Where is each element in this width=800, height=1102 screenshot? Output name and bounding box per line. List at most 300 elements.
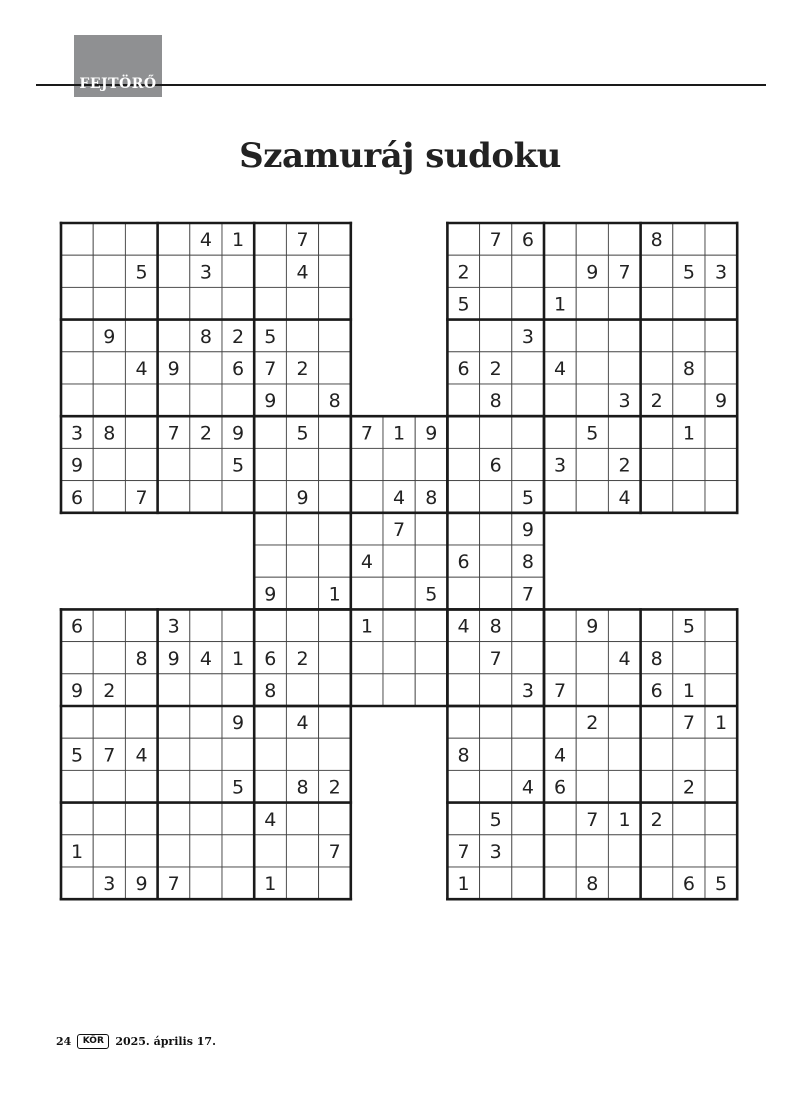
sudoku-cell[interactable] (383, 674, 415, 706)
sudoku-cell[interactable] (576, 481, 608, 513)
sudoku-cell[interactable] (61, 223, 93, 255)
sudoku-cell[interactable] (705, 287, 737, 319)
sudoku-cell[interactable] (319, 255, 351, 287)
sudoku-cell[interactable] (608, 674, 640, 706)
sudoku-cell[interactable] (705, 642, 737, 674)
given-digit: 8 (457, 744, 470, 767)
given-digit: 6 (682, 873, 695, 896)
sudoku-cell[interactable] (254, 609, 286, 641)
sudoku-cell[interactable] (673, 448, 705, 480)
sudoku-cell[interactable] (125, 803, 157, 835)
sudoku-cell[interactable] (222, 674, 254, 706)
given-digit: 7 (521, 583, 534, 606)
given-digit: 7 (682, 712, 695, 735)
sudoku-cell[interactable] (190, 738, 222, 770)
sudoku-cell[interactable] (61, 352, 93, 384)
sudoku-cell[interactable] (641, 448, 673, 480)
sudoku-cell[interactable] (447, 223, 479, 255)
sudoku-cell[interactable] (93, 706, 125, 738)
given-digit: 6 (650, 679, 663, 702)
sudoku-cell[interactable] (641, 706, 673, 738)
given-digit: 4 (296, 712, 309, 735)
sudoku-cell[interactable] (286, 448, 318, 480)
sudoku-cell[interactable] (222, 835, 254, 867)
sudoku-cell[interactable] (319, 320, 351, 352)
sudoku-cell[interactable] (705, 416, 737, 448)
sudoku-cell[interactable] (641, 609, 673, 641)
sudoku-cell[interactable] (319, 674, 351, 706)
sudoku-cell[interactable] (544, 642, 576, 674)
sudoku-cell[interactable] (158, 320, 190, 352)
sudoku-cell[interactable] (125, 384, 157, 416)
given-digit: 3 (71, 422, 84, 445)
sudoku-cell[interactable] (608, 416, 640, 448)
given-digit: 8 (521, 551, 534, 574)
given-digit: 9 (135, 873, 148, 896)
sudoku-cell[interactable] (319, 448, 351, 480)
given-digit: 9 (71, 679, 84, 702)
sudoku-cell[interactable] (447, 448, 479, 480)
given-digit: 4 (296, 261, 309, 284)
sudoku-cell[interactable] (544, 867, 576, 899)
sudoku-cell[interactable] (93, 287, 125, 319)
sudoku-cell[interactable] (576, 448, 608, 480)
sudoku-cell[interactable] (351, 448, 383, 480)
sudoku-cell[interactable] (383, 609, 415, 641)
sudoku-cell[interactable] (673, 803, 705, 835)
sudoku-cell[interactable] (158, 481, 190, 513)
sudoku-cell[interactable] (576, 674, 608, 706)
given-digit: 3 (618, 390, 631, 413)
given-digit: 7 (264, 357, 277, 380)
sudoku-cell[interactable] (125, 416, 157, 448)
sudoku-cell[interactable] (705, 835, 737, 867)
sudoku-cell[interactable] (480, 287, 512, 319)
sudoku-cell[interactable] (319, 609, 351, 641)
given-digit: 8 (650, 229, 663, 252)
sudoku-cell[interactable] (319, 513, 351, 545)
given-digit: 3 (521, 679, 534, 702)
sudoku-cell[interactable] (673, 384, 705, 416)
sudoku-cell[interactable] (576, 352, 608, 384)
given-digit: 9 (586, 261, 599, 284)
sudoku-cell[interactable] (190, 609, 222, 641)
sudoku-cell[interactable] (641, 320, 673, 352)
given-digit: 5 (296, 422, 309, 445)
sudoku-cell[interactable] (93, 481, 125, 513)
given-digit: 1 (232, 647, 245, 670)
sudoku-cell[interactable] (608, 706, 640, 738)
sudoku-cell[interactable] (286, 384, 318, 416)
sudoku-cell[interactable] (61, 320, 93, 352)
sudoku-cell[interactable] (286, 738, 318, 770)
sudoku-cell[interactable] (286, 674, 318, 706)
given-digit: 2 (489, 357, 502, 380)
sudoku-cell[interactable] (125, 287, 157, 319)
sudoku-cell[interactable] (641, 287, 673, 319)
sudoku-cell[interactable] (61, 287, 93, 319)
sudoku-cell[interactable] (512, 384, 544, 416)
given-digit: 7 (554, 679, 567, 702)
sudoku-cell[interactable] (641, 481, 673, 513)
sudoku-cell[interactable] (480, 255, 512, 287)
sudoku-cell[interactable] (480, 545, 512, 577)
given-digit: 3 (103, 873, 116, 896)
sudoku-cell[interactable] (254, 287, 286, 319)
sudoku-cell[interactable] (158, 770, 190, 802)
sudoku-cell[interactable] (190, 706, 222, 738)
sudoku-cell[interactable] (641, 738, 673, 770)
sudoku-cell[interactable] (512, 448, 544, 480)
sudoku-cell[interactable] (222, 384, 254, 416)
sudoku-cell[interactable] (254, 223, 286, 255)
sudoku-cell[interactable] (319, 223, 351, 255)
sudoku-cell[interactable] (190, 835, 222, 867)
sudoku-cell[interactable] (61, 706, 93, 738)
sudoku-cell[interactable] (415, 609, 447, 641)
given-digit: 5 (425, 583, 438, 606)
sudoku-cell[interactable] (512, 416, 544, 448)
given-digit: 3 (554, 454, 567, 477)
sudoku-cell[interactable] (641, 867, 673, 899)
sudoku-cell[interactable] (544, 803, 576, 835)
given-digit: 7 (135, 486, 148, 509)
given-digit: 2 (328, 776, 341, 799)
sudoku-cell[interactable] (447, 513, 479, 545)
sudoku-cell[interactable] (512, 287, 544, 319)
sudoku-cell[interactable] (222, 867, 254, 899)
sudoku-cell[interactable] (480, 738, 512, 770)
sudoku-cell[interactable] (125, 770, 157, 802)
sudoku-cell[interactable] (286, 320, 318, 352)
sudoku-cell[interactable] (286, 287, 318, 319)
sudoku-cell[interactable] (673, 642, 705, 674)
sudoku-cell[interactable] (254, 545, 286, 577)
sudoku-cell[interactable] (158, 706, 190, 738)
sudoku-cell[interactable] (254, 770, 286, 802)
sudoku-cell[interactable] (319, 738, 351, 770)
sudoku-cell[interactable] (705, 481, 737, 513)
sudoku-cell[interactable] (61, 770, 93, 802)
sudoku-cell[interactable] (158, 738, 190, 770)
given-digit: 5 (489, 808, 502, 831)
sudoku-cell[interactable] (222, 287, 254, 319)
sudoku-cell[interactable] (93, 255, 125, 287)
given-digit: 2 (682, 776, 695, 799)
sudoku-cell[interactable] (705, 448, 737, 480)
sudoku-cell[interactable] (705, 320, 737, 352)
sudoku-cell[interactable] (480, 674, 512, 706)
sudoku-cell[interactable] (222, 255, 254, 287)
sudoku-cell[interactable] (673, 223, 705, 255)
sudoku-cell[interactable] (480, 416, 512, 448)
sudoku-cell[interactable] (125, 706, 157, 738)
sudoku-cell[interactable] (286, 867, 318, 899)
sudoku-cell[interactable] (158, 674, 190, 706)
sudoku-cell[interactable] (158, 384, 190, 416)
sudoku-cell[interactable] (351, 674, 383, 706)
sudoku-cell[interactable] (576, 320, 608, 352)
sudoku-cell[interactable] (447, 384, 479, 416)
sudoku-cell[interactable] (351, 513, 383, 545)
sudoku-cell[interactable] (286, 609, 318, 641)
sudoku-cell[interactable] (61, 642, 93, 674)
given-digit: 7 (167, 422, 180, 445)
given-digit: 9 (425, 422, 438, 445)
sudoku-cell[interactable] (641, 352, 673, 384)
sudoku-cell[interactable] (576, 738, 608, 770)
sudoku-cell[interactable] (254, 416, 286, 448)
sudoku-cell[interactable] (125, 320, 157, 352)
page-number: 24 (56, 1034, 72, 1048)
sudoku-cell[interactable] (125, 223, 157, 255)
sudoku-cell[interactable] (415, 448, 447, 480)
given-digit: 8 (489, 390, 502, 413)
sudoku-cell[interactable] (222, 738, 254, 770)
sudoku-cell[interactable] (383, 545, 415, 577)
sudoku-cell[interactable] (61, 384, 93, 416)
sudoku-cell[interactable] (190, 803, 222, 835)
given-digit: 5 (264, 325, 277, 348)
sudoku-cell[interactable] (93, 770, 125, 802)
given-digit: 9 (103, 325, 116, 348)
sudoku-cell[interactable] (415, 642, 447, 674)
sudoku-cell[interactable] (512, 738, 544, 770)
given-digit: 1 (682, 679, 695, 702)
sudoku-cell[interactable] (383, 642, 415, 674)
sudoku-cell[interactable] (641, 255, 673, 287)
sudoku-cell[interactable] (512, 706, 544, 738)
sudoku-cell[interactable] (351, 642, 383, 674)
sudoku-cell[interactable] (544, 706, 576, 738)
sudoku-cell[interactable] (158, 255, 190, 287)
sudoku-cell[interactable] (705, 674, 737, 706)
sudoku-cell[interactable] (576, 384, 608, 416)
sudoku-cell[interactable] (512, 835, 544, 867)
sudoku-cell[interactable] (705, 352, 737, 384)
sudoku-cell[interactable] (673, 738, 705, 770)
sudoku-cell[interactable] (544, 416, 576, 448)
sudoku-cell[interactable] (641, 770, 673, 802)
given-digit: 5 (521, 486, 534, 509)
sudoku-cell[interactable] (512, 255, 544, 287)
sudoku-cell[interactable] (158, 448, 190, 480)
sudoku-cell[interactable] (608, 770, 640, 802)
sudoku-cell[interactable] (254, 448, 286, 480)
sudoku-cell[interactable] (254, 513, 286, 545)
sudoku-cell[interactable] (158, 223, 190, 255)
sudoku-cell[interactable] (480, 513, 512, 545)
given-digit: 3 (715, 261, 728, 284)
sudoku-cell[interactable] (544, 609, 576, 641)
sudoku-cell[interactable] (125, 448, 157, 480)
sudoku-cell[interactable] (447, 416, 479, 448)
sudoku-cell[interactable] (61, 255, 93, 287)
sudoku-cell[interactable] (158, 835, 190, 867)
sudoku-cell[interactable] (286, 577, 318, 609)
given-digit: 9 (521, 518, 534, 541)
sudoku-cell[interactable] (254, 738, 286, 770)
sudoku-cell[interactable] (190, 481, 222, 513)
sudoku-cell[interactable] (222, 803, 254, 835)
sudoku-cell[interactable] (512, 642, 544, 674)
given-digit: 6 (521, 229, 534, 252)
sudoku-cell[interactable] (158, 803, 190, 835)
sudoku-cell[interactable] (415, 674, 447, 706)
sudoku-cell[interactable] (254, 481, 286, 513)
sudoku-cell[interactable] (125, 674, 157, 706)
sudoku-cell[interactable] (447, 803, 479, 835)
sudoku-cell[interactable] (125, 609, 157, 641)
sudoku-cell[interactable] (222, 609, 254, 641)
sudoku-cell[interactable] (190, 287, 222, 319)
given-digit: 5 (71, 744, 84, 767)
sudoku-cell[interactable] (351, 577, 383, 609)
sudoku-cell[interactable] (319, 287, 351, 319)
section-label: FEJTÖRŐ (79, 76, 157, 92)
sudoku-cell[interactable] (544, 481, 576, 513)
sudoku-cell[interactable] (576, 770, 608, 802)
sudoku-cell[interactable] (673, 835, 705, 867)
sudoku-cell[interactable] (125, 835, 157, 867)
sudoku-cell[interactable] (93, 352, 125, 384)
sudoku-cell[interactable] (190, 448, 222, 480)
sudoku-cell[interactable] (415, 545, 447, 577)
given-digit: 7 (360, 422, 373, 445)
sudoku-cell[interactable] (480, 481, 512, 513)
given-digit: 4 (554, 744, 567, 767)
sudoku-cell[interactable] (319, 642, 351, 674)
sudoku-cell[interactable] (158, 287, 190, 319)
sudoku-cell[interactable] (576, 835, 608, 867)
sudoku-cell[interactable] (447, 674, 479, 706)
sudoku-cell[interactable] (190, 384, 222, 416)
sudoku-cell[interactable] (222, 481, 254, 513)
sudoku-cell[interactable] (319, 481, 351, 513)
sudoku-cell[interactable] (544, 320, 576, 352)
sudoku-cell[interactable] (447, 706, 479, 738)
sudoku-cell[interactable] (93, 803, 125, 835)
sudoku-cell[interactable] (319, 867, 351, 899)
sudoku-cell[interactable] (544, 384, 576, 416)
sudoku-cell[interactable] (608, 835, 640, 867)
sudoku-cell[interactable] (351, 481, 383, 513)
sudoku-cell[interactable] (705, 803, 737, 835)
sudoku-cell[interactable] (319, 352, 351, 384)
sudoku-cell[interactable] (93, 384, 125, 416)
sudoku-cell[interactable] (286, 803, 318, 835)
sudoku-cell[interactable] (544, 223, 576, 255)
sudoku-cell[interactable] (673, 320, 705, 352)
given-digit: 4 (135, 357, 148, 380)
sudoku-cell[interactable] (190, 352, 222, 384)
sudoku-cell[interactable] (447, 642, 479, 674)
sudoku-cell[interactable] (608, 287, 640, 319)
given-digit: 2 (650, 808, 663, 831)
sudoku-cell[interactable] (286, 835, 318, 867)
given-digit: 7 (586, 808, 599, 831)
sudoku-cell[interactable] (319, 545, 351, 577)
given-digit: 6 (554, 776, 567, 799)
sudoku-cell[interactable] (641, 416, 673, 448)
sudoku-cell[interactable] (93, 223, 125, 255)
sudoku-cell[interactable] (254, 706, 286, 738)
sudoku-cell[interactable] (576, 642, 608, 674)
sudoku-cell[interactable] (190, 867, 222, 899)
sudoku-cell[interactable] (705, 738, 737, 770)
issue-date: 2025. április 17. (115, 1034, 216, 1048)
given-digit: 9 (264, 583, 277, 606)
sudoku-cell[interactable] (93, 642, 125, 674)
sudoku-cell[interactable] (544, 255, 576, 287)
given-digit: 1 (682, 422, 695, 445)
sudoku-cell[interactable] (608, 609, 640, 641)
sudoku-cell[interactable] (93, 448, 125, 480)
sudoku-cell[interactable] (93, 835, 125, 867)
sudoku-cell[interactable] (512, 352, 544, 384)
sudoku-cell[interactable] (544, 835, 576, 867)
sudoku-cell[interactable] (576, 223, 608, 255)
sudoku-cell[interactable] (512, 867, 544, 899)
sudoku-cell[interactable] (705, 223, 737, 255)
sudoku-cell[interactable] (61, 867, 93, 899)
sudoku-cell[interactable] (608, 223, 640, 255)
sudoku-cell[interactable] (480, 577, 512, 609)
given-digit: 9 (167, 357, 180, 380)
sudoku-cell[interactable] (447, 481, 479, 513)
sudoku-cell[interactable] (383, 448, 415, 480)
given-digit: 8 (425, 486, 438, 509)
sudoku-cell[interactable] (608, 352, 640, 384)
sudoku-cell[interactable] (286, 545, 318, 577)
sudoku-cell[interactable] (319, 706, 351, 738)
sudoku-cell[interactable] (480, 320, 512, 352)
sudoku-cell[interactable] (512, 609, 544, 641)
sudoku-cell[interactable] (480, 770, 512, 802)
sudoku-cell[interactable] (705, 770, 737, 802)
sudoku-cell[interactable] (319, 416, 351, 448)
sudoku-cell[interactable] (447, 577, 479, 609)
sudoku-cell[interactable] (608, 320, 640, 352)
sudoku-cell[interactable] (190, 674, 222, 706)
sudoku-cell[interactable] (254, 835, 286, 867)
sudoku-cell[interactable] (190, 770, 222, 802)
sudoku-cell[interactable] (254, 255, 286, 287)
given-digit: 9 (232, 712, 245, 735)
sudoku-cell[interactable] (383, 577, 415, 609)
sudoku-cell[interactable] (480, 706, 512, 738)
sudoku-cell[interactable] (608, 738, 640, 770)
given-digit: 4 (618, 647, 631, 670)
sudoku-cell[interactable] (415, 513, 447, 545)
sudoku-cell[interactable] (673, 287, 705, 319)
sudoku-cell[interactable] (576, 287, 608, 319)
sudoku-cell[interactable] (641, 835, 673, 867)
sudoku-cell[interactable] (705, 609, 737, 641)
sudoku-cell[interactable] (512, 803, 544, 835)
sudoku-cell[interactable] (608, 867, 640, 899)
given-digit: 2 (232, 325, 245, 348)
sudoku-cell[interactable] (673, 481, 705, 513)
sudoku-cell[interactable] (286, 513, 318, 545)
sudoku-cell[interactable] (447, 320, 479, 352)
sudoku-cell[interactable] (93, 609, 125, 641)
sudoku-cell[interactable] (61, 803, 93, 835)
sudoku-cell[interactable] (319, 803, 351, 835)
given-digit: 2 (296, 647, 309, 670)
sudoku-cell[interactable] (447, 770, 479, 802)
sudoku-cell[interactable] (480, 867, 512, 899)
